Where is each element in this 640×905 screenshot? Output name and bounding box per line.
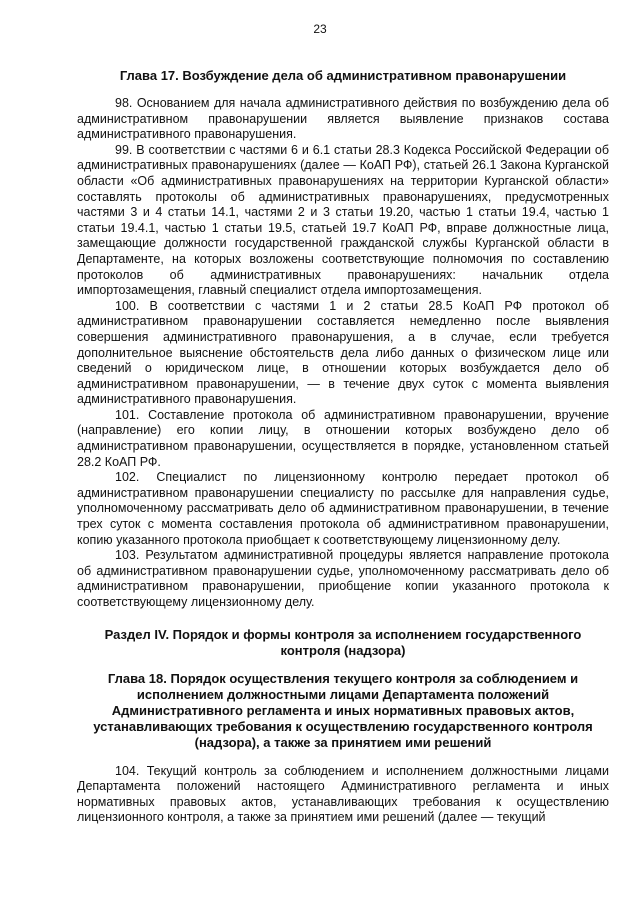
page-number: 23 [313,22,327,36]
page-content [77,68,609,826]
paragraph-103: 103. Результатом административной процедуры является направление протокола об административном правонарушении судье, уполномоченному рассматривать дело об административном правонарушении, приобщение копии указанного протокола к соответствующему лицензионному делу. [77,548,609,609]
paragraph-101: 101. Составление протокола об административном правонарушении, вручение (направление) его копии лицу, в отношении которых возбуждено дело об административном правонарушении, осуществляется в порядке, установленном статьей 28.2 КоАП РФ. [77,407,609,469]
section-4-title: Раздел IV. Порядок и формы контроля за исполнением государственного контроля (надзора) [104,626,582,658]
chapter-18-title: Глава 18. Порядок осуществления текущего контроля за соблюдением и исполнением должностными лицами Департамента положений Административного регламента и иных нормативных правовых актов, устанавливающих требования к осуществлению государственного контроля (надзора), а также за принятием ими решений [93,670,593,750]
paragraph-98: 98. Основанием для начала административного действия по возбуждению дела об административном правонарушении является выявление признаков состава административного правонарушения. [77,96,609,142]
paragraph-99: 99. В соответствии с частями 6 и 6.1 статьи 28.3 Кодекса Российской Федерации об административных правонарушениях (далее — КоАП РФ), статьей 26.1 Закона Курганской области «Об административных правонарушениях на территории Курганской области» составлять протоколы об административных правонарушениях, предусмотренных частями 3 и 4 статьи 14.1, частями 2 и 3 статьи 19.20, частью 1 статьи 19.4, частью 1 статьи 19.4.1, частью 1 статьи 19.5, статьей 19.7 КоАП РФ, вправе должностные лица, замещающие должности государственной гражданской службы Курганской области в Департаменте, на которых возложены соответствующие полномочия по составлению протоколов об административных правонарушениях: начальник отдела импортозамещения, главный специалист отдела импортозамещения. [77,142,609,298]
paragraph-104: 104. Текущий контроль за соблюдением и исполнением должностными лицами Департамента положений настоящего Административного регламента и иных нормативных правовых актов, устанавливающих требования к осуществлению лицензионного контроля, а также за принятием ими решений (далее — текущий [77,763,609,825]
paragraph-100: 100. В соответствии с частями 1 и 2 статьи 28.5 КоАП РФ протокол об административном правонарушении составляется немедленно после выявления совершения административного правонарушения, а в случае, если требуется дополнительное выяснение обстоятельств дела либо данных о физическом лице или сведений о юридическом лице, в отношении которых возбуждается дело об административном правонарушении, — в течение двух суток с момента выявления административного правонарушения. [77,298,609,407]
chapter-17-body [77,96,609,611]
chapter-17-title: Глава 17. Возбуждение дела об административном правонарушении [119,68,567,83]
paragraph-102: 102. Специалист по лицензионному контролю передает протокол об административном правонарушении специалисту по рассылке для направления судье, уполномоченному рассматривать дело об административном правонарушении, в течение трех суток с момента составления протокола об административном правонарушении, копию указанного протокола приобщает к соответствующему лицензионному делу. [77,470,609,547]
